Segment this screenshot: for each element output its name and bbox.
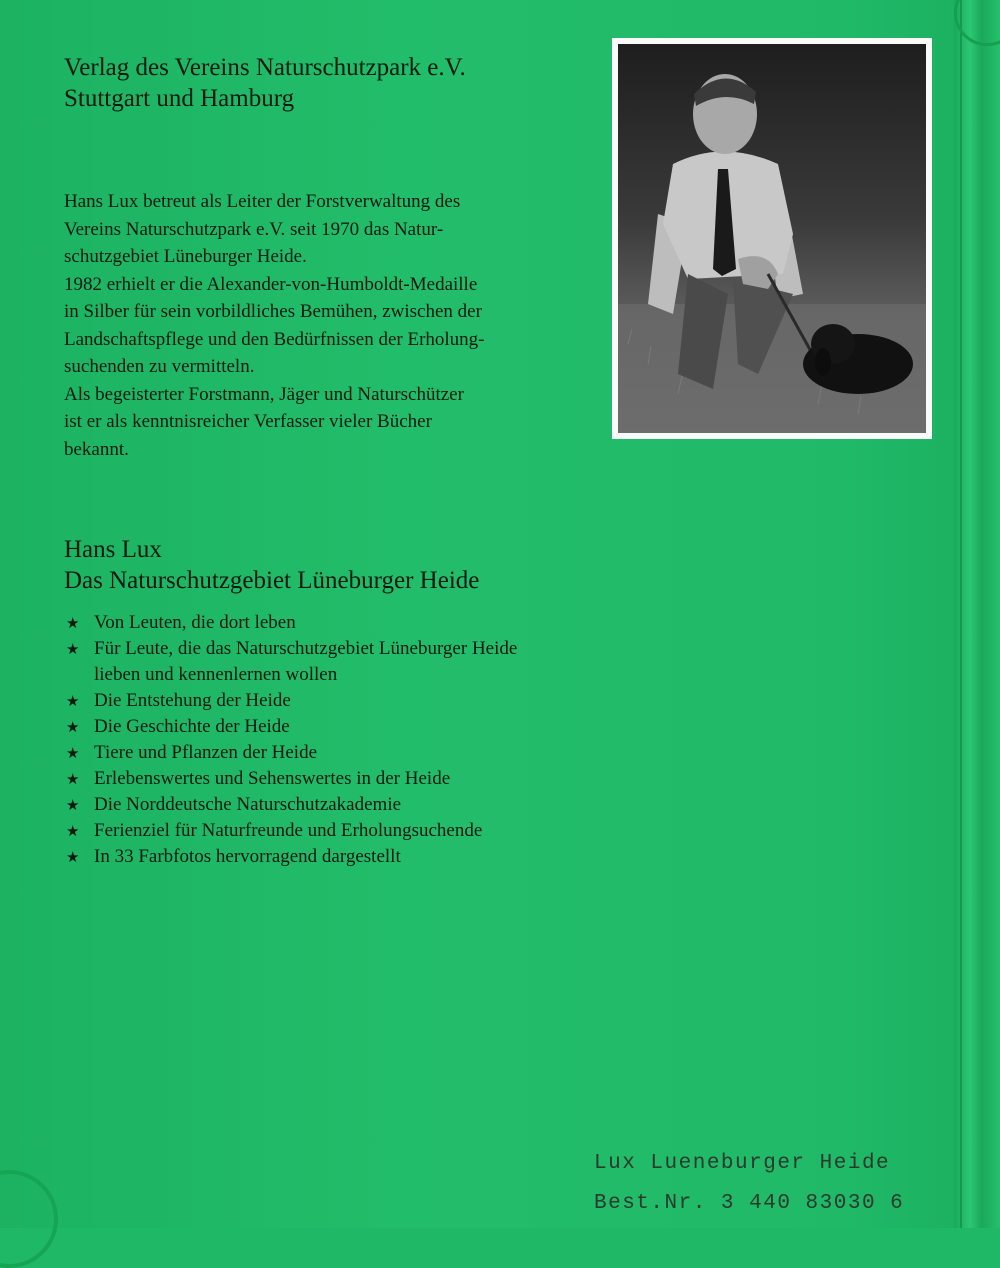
- feature-item: [64, 818, 517, 844]
- bio-line: 1982 erhielt er die Alexander-von-Humboldt-Medaille: [64, 273, 478, 295]
- bio-line: Landschaftspflege und den Bedürfnissen der Erholung-: [64, 328, 485, 350]
- publisher-block: [64, 52, 466, 114]
- star-icon: ★: [66, 848, 80, 866]
- feature-text: Von Leuten, die dort leben: [94, 612, 296, 633]
- feature-item: [64, 714, 517, 740]
- bio-line: Hans Lux betreut als Leiter der Forstverwaltung des: [64, 191, 461, 212]
- bio-line: Vereins Naturschutzpark e.V. seit 1970 das Natur-: [64, 218, 444, 240]
- star-icon: ★: [66, 822, 80, 840]
- author-photo: [618, 44, 926, 433]
- feature-text: Die Entstehung der Heide: [94, 690, 291, 711]
- book-info: [64, 534, 479, 596]
- publisher-name: Verlag des Vereins Naturschutzpark e.V.: [64, 54, 466, 81]
- feature-item: [64, 792, 517, 818]
- book-title: Das Naturschutzgebiet Lüneburger Heide: [64, 567, 480, 594]
- author-with-dog-photo: [618, 44, 926, 433]
- bio-line: in Silber für sein vorbildliches Bemühen, zwischen der: [64, 301, 482, 322]
- feature-text: Die Norddeutsche Naturschutzakademie: [94, 794, 402, 815]
- book-author: Hans Lux: [64, 536, 162, 563]
- star-icon: ★: [66, 640, 80, 658]
- feature-text-continued: lieben und kennenlernen wollen: [94, 664, 338, 685]
- author-bio: [64, 188, 604, 463]
- bio-line: schutzgebiet Lüneburger Heide.: [64, 246, 307, 267]
- star-icon: ★: [66, 770, 80, 788]
- feature-text: Für Leute, die das Naturschutzgebiet Lüneburger Heide: [94, 638, 518, 659]
- feature-item: [64, 636, 517, 688]
- order-label-title: Lux Lueneburger Heide: [594, 1152, 891, 1175]
- order-label: [594, 1144, 904, 1224]
- star-icon: ★: [66, 718, 80, 736]
- publisher-location: Stuttgart und Hamburg: [64, 85, 295, 112]
- feature-list: [64, 610, 517, 870]
- order-number: Best.Nr. 3 440 83030 6: [594, 1192, 905, 1215]
- bio-line: suchenden zu vermitteln.: [64, 356, 255, 377]
- feature-text: Ferienziel für Naturfreunde und Erholungsuchende: [94, 820, 483, 841]
- feature-item: [64, 844, 517, 870]
- bio-line: Als begeisterter Forstmann, Jäger und Naturschützer: [64, 383, 464, 405]
- bio-line: bekannt.: [64, 438, 129, 460]
- feature-text: Erlebenswertes und Sehenswertes in der Heide: [94, 768, 451, 789]
- feature-item: [64, 610, 517, 636]
- feature-text: In 33 Farbfotos hervorragend dargestellt: [94, 846, 401, 867]
- feature-text: Tiere und Pflanzen der Heide: [94, 742, 318, 763]
- star-icon: ★: [66, 692, 80, 710]
- star-icon: ★: [66, 796, 80, 814]
- star-icon: ★: [66, 744, 80, 762]
- cover-spine-line: [960, 0, 962, 1228]
- author-photo-frame: [612, 38, 932, 439]
- star-icon: ★: [66, 614, 80, 632]
- feature-item: [64, 688, 517, 714]
- feature-text: Die Geschichte der Heide: [94, 716, 290, 737]
- feature-item: [64, 766, 517, 792]
- bio-line: ist er als kenntnisreicher Verfasser vieler Bücher: [64, 411, 432, 432]
- feature-item: [64, 740, 517, 766]
